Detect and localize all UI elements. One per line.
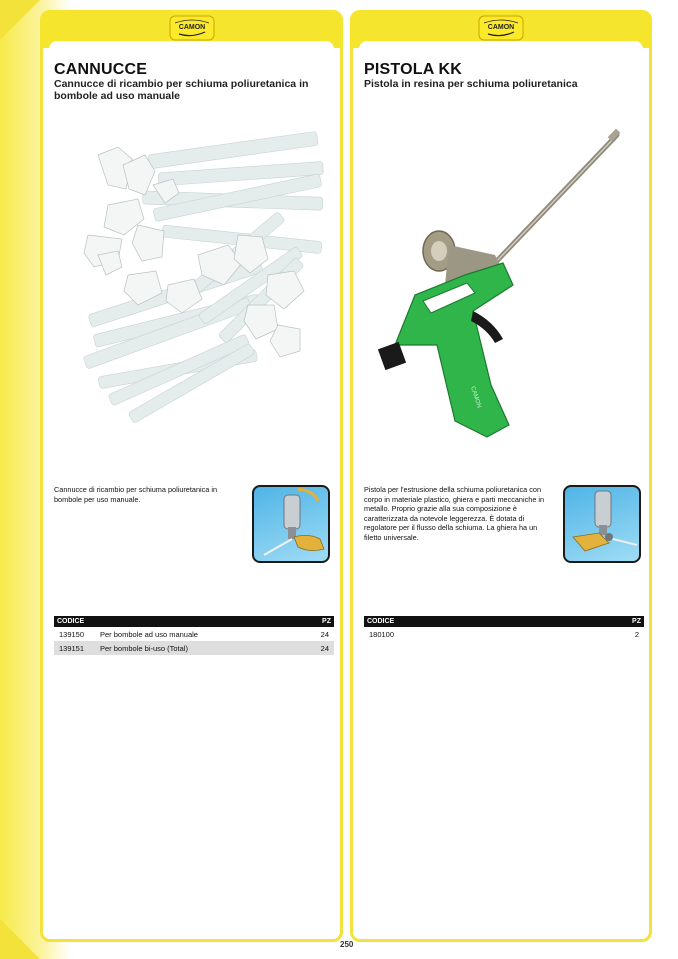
table-row [364, 627, 644, 641]
row-qty: 2 [634, 630, 639, 639]
product-title: PISTOLA KK [364, 61, 463, 78]
product-description: Pistola per l'estrusione della schiuma poliuretanica con corpo in materiale plastico, ghiera e parti meccaniche in metallo. Proprio grazie alla sua composizione è caratterizzata da notevole leggerezza. È dotata di regolatore per il flusso della schiuma. La ghiera ha un filetto universale. [364, 485, 545, 542]
table-row [54, 641, 334, 655]
header-code: CODICE [57, 618, 85, 625]
row-code: 180100 [369, 630, 395, 639]
table-header [54, 616, 334, 627]
camon-logo [169, 15, 215, 41]
product-card-cannucce [40, 10, 343, 942]
row-code: 139151 [59, 644, 85, 653]
product-title: CANNUCCE [54, 61, 148, 78]
row-qty: 24 [320, 630, 329, 639]
product-card-pistola [350, 10, 652, 942]
usage-illustration [565, 487, 639, 561]
product-description: Cannucce di ricambio per schiuma poliuretanica in bombole per uso manuale. [54, 485, 218, 504]
usage-illustration [254, 487, 328, 561]
row-code: 139150 [59, 630, 85, 639]
page-number: 250 [340, 940, 354, 949]
corner-decoration-top [0, 0, 40, 40]
row-description: Per bombole ad uso manuale [100, 630, 198, 639]
svg-text:CAMON: CAMON [178, 24, 205, 31]
corner-decoration-bottom [0, 919, 40, 959]
row-description: Per bombole bi-uso (Total) [100, 644, 188, 653]
product-subtitle: Cannucce di ricambio per schiuma poliuretanica in bombole ad uso manuale [54, 78, 309, 102]
svg-text:CAMON: CAMON [487, 24, 515, 31]
header-qty: PZ [322, 618, 331, 625]
product-subtitle: Pistola in resina per schiuma poliuretanica [364, 78, 578, 90]
svg-text:CAMON: CAMON [469, 385, 482, 409]
row-qty: 24 [320, 644, 329, 653]
header-qty: PZ [632, 618, 641, 625]
product-table [364, 616, 644, 641]
table-header [364, 616, 644, 627]
straws-photo [68, 125, 330, 463]
table-row [54, 627, 334, 641]
usage-thumbnail [563, 485, 641, 563]
camon-logo [478, 15, 524, 41]
product-table [54, 616, 334, 655]
foam-gun-photo [375, 125, 635, 455]
header-code: CODICE [367, 618, 395, 625]
usage-thumbnail [252, 485, 330, 563]
